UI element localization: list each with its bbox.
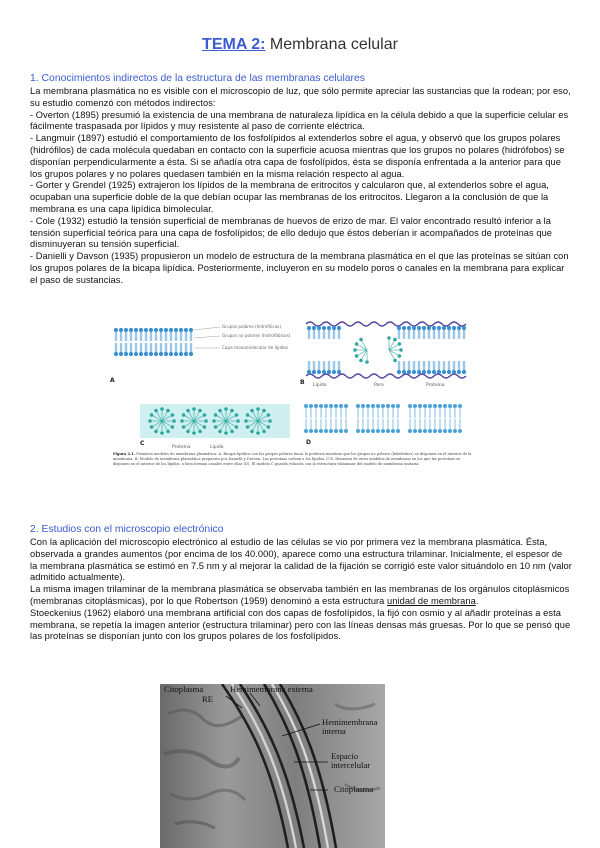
- paragraph: - Overton (1895) presumió la existencia de una membrana de naturaleza lipídica en la célula debido a que la superficie celular es fácilmente traspasada por lípidos y muy resistente al paso de corriente eléctrica.: [30, 109, 569, 132]
- panel-d-model: [304, 404, 462, 446]
- panel-letter-c: C: [140, 440, 145, 447]
- paragraph: - Gorter y Grendel (1925) extrajeron los lípidos de la membrana de eritrocitos y calcularon que, al extenderlos sobre el agua, ocupaban una superficie doble de la que debían ocupar las membranas de los eritrocitos. Llegaron a la conclusión de que la membrana es una capa lipídica bimolecular.: [30, 180, 549, 214]
- panel-c-label-lipid: Lípido: [210, 445, 224, 450]
- panel-letter-d: D: [306, 439, 311, 446]
- paragraph: - Cole (1932) estudió la tensión superficial de membranas de huevos de erizo de mar. El valor encontrado resultó inferior a la tensión superficial teórica para una capa de fosfolípidos; de ello dedujo que éstos deberían ir acompañados de proteínas que disminuyeran su tensión superficial.: [30, 215, 553, 250]
- panel-b-label-pore: Poro: [374, 383, 384, 388]
- panel-a-label-polar: Grupos polares (hidrofílicos): [222, 324, 281, 329]
- page-title: [0, 36, 600, 54]
- panel-a-bilayer: [110, 324, 291, 384]
- figure1-caption: [113, 452, 473, 467]
- section1-heading: 1. Conocimientos indirectos de la estructura de las membranas celulares: [30, 73, 365, 84]
- em-label-re: RE: [202, 694, 213, 704]
- caption-label: Figura 2.1.: [113, 452, 136, 456]
- title-rest: Membrana celular: [265, 36, 398, 53]
- panel-a-label-monolayer: Capa monomolecular de lípidos: [222, 345, 289, 350]
- em-label-espacio-intercelular: Espacio intercelular: [331, 751, 371, 770]
- caption-text: Primeros modelos de membrana plasmática. A. Bicapa lipídica con los grupos polares hacia la periferia mientras que los grupos no polares (hidrófobos) se disponen en el interior de la membrana. B. Modelo de membrana plasmática propuesto por Danielli y Davson. Las proteínas rodean a los lípidos. C-D. Resumen de otros modelos de membrana en los que las proteínas se disponen en el interior de los lípidos, o bien forman canales entre ellas (D). El modelo C guarda relación con la estructura trilaminar del modelo de membrana unitaria.: [113, 452, 472, 467]
- paragraph: La misma imagen trilaminar de la membrana plasmática se observaba también en las membranas de los orgánulos citoplásmicos (membranas citoplásmicas), por lo que Robertson (1959) denominó a esta estructura unidad de membrana.: [30, 584, 570, 606]
- section2-heading: 2. Estudios con el microscopio electrónico: [30, 524, 224, 535]
- em-label-citoplasma-bottom: Citoplasma: [334, 784, 374, 794]
- paragraph: - Danielli y Davson (1935) propusieron un modelo de estructura de la membrana plasmática en el que las proteínas se sitúan con los grupos polares de la bicapa lipídica. Posteriormente, incluyeron en su modelo poros o canales en la membrana para explicar el paso de sustancias.: [30, 251, 569, 285]
- panel-b-danielli-davson: [300, 322, 466, 388]
- paragraph: Con la aplicación del microscopio electrónico al estudio de las células se vio por primera vez la membrana plasmática. Ésta, observada a grandes aumentos (por encima de los 40.000), aparece como una estructura trilaminar. Inicialmente, el espesor de la membrana plasmática se estimó en 7.5 nm y al mejorar la calidad de la fijación se corrigió este valor situándolo en 10 nm (valor admitido actualmente).: [30, 537, 572, 583]
- paragraph: Stoeckenius (1962) elaboró una membrana artificial con dos capas de fosfolípidos, la fijó con osmio y al añadir proteínas a esta membrana, se repetía la imagen anterior (estructura trilaminar) pero con las líneas densas más gruesas. Por lo que se pensó que las proteínas se disponían junto con los grupos polares de los fosfolípidos.: [30, 607, 571, 642]
- section2-body: [30, 537, 572, 643]
- paragraph: - Langmuir (1897) estudió el comportamiento de los fosfolípidos al extenderlos sobre el agua, y observó que los grupos polares (hidrófilos) de cada molécula quedaban en contacto con la superficie acuosa mientras que los grupos no polares (hidrófobos) se disponían perpendicularmente a ésta. Si se añadía otra capa de fosfolípidos, ésta se disponía enfrentada a la anterior para que los grupos polares y no polares quedasen también en la misma relación respecto al agua.: [30, 133, 565, 179]
- panel-a-label-nonpolar: Grupos no polares (hidrofóbicos): [222, 333, 291, 338]
- section1-body: [30, 86, 572, 287]
- paragraph: La membrana plasmática no es visible con el microscopio de luz, que sólo permite apreciar las sustancias que la rodean; por eso, su estudio comenzó con métodos indirectos:: [30, 86, 571, 108]
- em-label-citoplasma-top: Citoplasma: [164, 684, 204, 694]
- panel-c-label-protein: Proteína: [172, 445, 191, 450]
- panel-letter-b: B: [300, 379, 305, 386]
- panel-letter-a: A: [110, 377, 115, 384]
- em-label-hemimembrana-interna: Hemimembrana interna: [322, 717, 378, 736]
- title-highlight: TEMA 2:: [202, 36, 266, 53]
- panel-b-label-protein: Proteína: [426, 383, 445, 388]
- em-label-hemimembrana-externa: Hemimembrana externa: [230, 684, 313, 694]
- membrane-models-figure: [110, 318, 480, 454]
- unidad-de-membrana-term: unidad de membrana: [387, 595, 476, 606]
- panel-c-model: [140, 404, 290, 450]
- panel-b-label-lipid: Lípido: [313, 383, 327, 388]
